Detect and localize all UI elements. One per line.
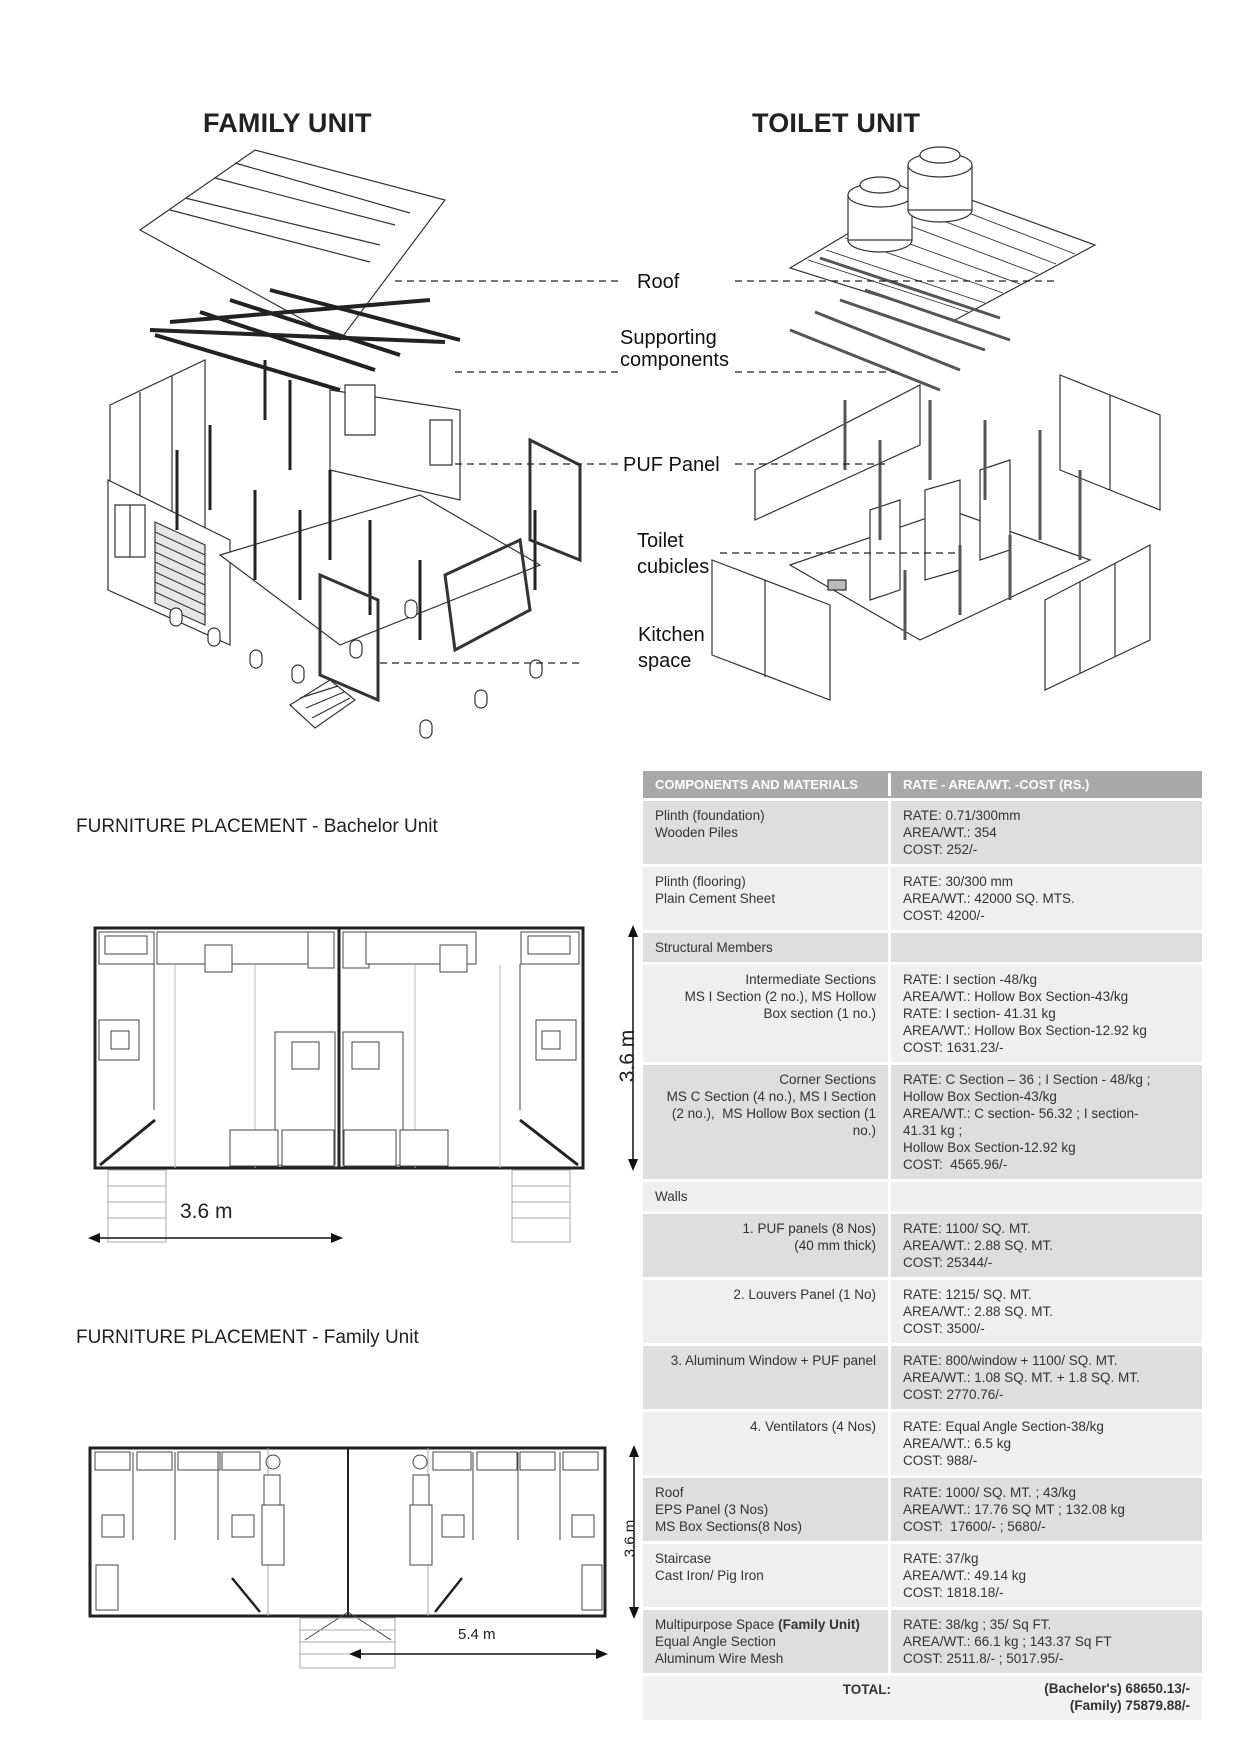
component-line	[655, 1616, 876, 1633]
component-line-emphasis: (Family Unit)	[778, 1617, 860, 1632]
rate-cell	[891, 1412, 1202, 1475]
component-line: EPS Panel (3 Nos)	[655, 1502, 769, 1517]
rate-cell	[891, 933, 1202, 962]
rate-line: COST: 4565.96/-	[903, 1157, 1008, 1172]
cost-table-total	[643, 1676, 1202, 1720]
callout-supporting-line2: components	[620, 349, 729, 371]
callout-toilet-line2: cubicles	[637, 556, 710, 578]
bachelor-width-dimension: 3.6 m	[180, 1200, 233, 1223]
component-cell	[643, 867, 891, 930]
rate-line: AREA/WT.: 49.14 kg	[903, 1568, 1027, 1583]
component-line: MS Box Sections(8 Nos)	[655, 1519, 803, 1534]
callout-kitchen-line2: space	[638, 650, 692, 672]
rate-line: AREA/WT.: 354	[903, 825, 997, 840]
callout-puf-panel: PUF Panel	[623, 454, 720, 476]
table-row	[643, 965, 1202, 1065]
component-cell	[643, 1280, 891, 1343]
rate-cell	[891, 1214, 1202, 1277]
rate-cell	[891, 867, 1202, 930]
callout-supporting-line1: Supporting	[620, 327, 717, 349]
rate-line: AREA/WT.: C section- 56.32 ; I section-	[903, 1106, 1139, 1121]
component-line: Corner Sections	[779, 1072, 876, 1087]
component-line: MS I Section (2 no.), MS Hollow	[684, 989, 876, 1004]
cost-table-body	[643, 801, 1202, 1676]
component-line: (2 no.), MS Hollow Box section (1	[671, 1106, 876, 1121]
component-line: Cast Iron/ Pig Iron	[655, 1568, 764, 1583]
table-row	[643, 1412, 1202, 1478]
rate-line: COST: 2511.8/- ; 5017.95/-	[903, 1651, 1064, 1666]
rate-line: AREA/WT.: 17.76 SQ MT ; 132.08 kg	[903, 1502, 1125, 1517]
cost-table	[643, 771, 1202, 1720]
rate-cell	[891, 1544, 1202, 1607]
rate-line: COST: 4200/-	[903, 908, 985, 923]
component-line: Walls	[655, 1189, 688, 1204]
total-bachelor: (Bachelor's) 68650.13/-	[1044, 1681, 1190, 1696]
component-cell	[643, 1478, 891, 1541]
rate-line: AREA/WT.: 1.08 SQ. MT. + 1.8 SQ. MT.	[903, 1370, 1140, 1385]
component-line: MS C Section (4 no.), MS I Section	[666, 1089, 876, 1104]
component-cell	[643, 1610, 891, 1673]
table-row	[643, 801, 1202, 867]
rate-line: RATE: 38/kg ; 35/ Sq FT.	[903, 1617, 1052, 1632]
rate-line: COST: 988/-	[903, 1453, 978, 1468]
table-row	[643, 1478, 1202, 1544]
header-components: COMPONENTS AND MATERIALS	[643, 773, 891, 796]
component-cell	[643, 933, 891, 962]
rate-cell	[891, 801, 1202, 864]
component-line: Plinth (foundation)	[655, 808, 765, 823]
family-unit-title: FAMILY UNIT	[203, 108, 372, 138]
rate-line: AREA/WT.: 42000 SQ. MTS.	[903, 891, 1075, 906]
component-line: Roof	[655, 1485, 684, 1500]
rate-cell	[891, 965, 1202, 1062]
rate-line: COST: 1631.23/-	[903, 1040, 1004, 1055]
table-row	[643, 1182, 1202, 1214]
cost-table-header	[643, 771, 1202, 801]
rate-line: AREA/WT.: 6.5 kg	[903, 1436, 1012, 1451]
component-line: Structural Members	[655, 940, 773, 955]
table-row	[643, 1280, 1202, 1346]
component-cell	[643, 801, 891, 864]
rate-cell	[891, 1182, 1202, 1211]
rate-line: AREA/WT.: Hollow Box Section-12.92 kg	[903, 1023, 1147, 1038]
rate-line: AREA/WT.: 2.88 SQ. MT.	[903, 1238, 1054, 1253]
component-cell	[643, 965, 891, 1062]
component-line: Staircase	[655, 1551, 712, 1566]
total-values	[891, 1680, 1190, 1714]
rate-cell	[891, 1065, 1202, 1179]
rate-line: COST: 3500/-	[903, 1321, 985, 1336]
rate-cell	[891, 1478, 1202, 1541]
rate-line: AREA/WT.: 2.88 SQ. MT.	[903, 1304, 1054, 1319]
component-line: 4. Ventilators (4 Nos)	[749, 1419, 876, 1434]
family-depth-dimension: 3.6 m	[621, 1519, 639, 1558]
table-row	[643, 1346, 1202, 1412]
rate-line: COST: 2770.76/-	[903, 1387, 1004, 1402]
rate-line: COST: 17600/- ; 5680/-	[903, 1519, 1046, 1534]
rate-line: RATE: 1215/ SQ. MT.	[903, 1287, 1032, 1302]
component-line: Aluminum Wire Mesh	[655, 1651, 784, 1666]
callout-kitchen-line1: Kitchen	[638, 624, 705, 646]
header-rate: RATE - AREA/WT. -COST (RS.)	[903, 777, 1090, 792]
component-line: Wooden Piles	[655, 825, 739, 840]
total-family: (Family) 75879.88/-	[1069, 1698, 1190, 1713]
rate-line: RATE: 37/kg	[903, 1551, 979, 1566]
rate-line: Hollow Box Section-12.92 kg	[903, 1140, 1076, 1155]
component-line: Equal Angle Section	[655, 1634, 776, 1649]
table-row	[643, 933, 1202, 965]
component-line: (40 mm thick)	[794, 1238, 876, 1253]
rate-line: RATE: 30/300 mm	[903, 874, 1014, 889]
component-cell	[643, 1182, 891, 1211]
component-line: 2. Louvers Panel (1 No)	[733, 1287, 876, 1302]
total-label: TOTAL:	[842, 1682, 891, 1697]
component-line: Plain Cement Sheet	[655, 891, 776, 906]
component-cell	[643, 1065, 891, 1179]
rate-line: RATE: 800/window + 1100/ SQ. MT.	[903, 1353, 1118, 1368]
table-row	[643, 1065, 1202, 1182]
rate-line: RATE: I section- 41.31 kg	[903, 1006, 1056, 1021]
component-line: Box section (1 no.)	[763, 1006, 876, 1021]
rate-line: RATE: 0.71/300mm	[903, 808, 1021, 823]
component-cell	[643, 1544, 891, 1607]
rate-cell	[891, 1280, 1202, 1343]
rate-cell	[891, 1346, 1202, 1409]
toilet-unit-title: TOILET UNIT	[752, 108, 921, 138]
rate-line: AREA/WT.: Hollow Box Section-43/kg	[903, 989, 1129, 1004]
family-furniture-title: FURNITURE PLACEMENT - Family Unit	[76, 1327, 419, 1348]
rate-line: RATE: I section -48/kg	[903, 972, 1038, 987]
component-cell	[643, 1412, 891, 1475]
rate-cell	[891, 1610, 1202, 1673]
rate-line: 41.31 kg ;	[903, 1123, 963, 1138]
component-line: 3. Aluminum Window + PUF panel	[670, 1353, 876, 1368]
table-row	[643, 1214, 1202, 1280]
component-line: no.)	[852, 1123, 876, 1138]
rate-line: RATE: 1000/ SQ. MT. ; 43/kg	[903, 1485, 1077, 1500]
rate-line: RATE: 1100/ SQ. MT.	[903, 1221, 1031, 1236]
rate-line: COST: 1818.18/-	[903, 1585, 1004, 1600]
component-line: Plinth (flooring)	[655, 874, 746, 889]
family-width-dimension: 5.4 m	[458, 1626, 496, 1643]
component-line-text: Multipurpose Space	[655, 1617, 779, 1632]
component-cell	[643, 1214, 891, 1277]
bachelor-depth-dimension: 3.6 m	[616, 1029, 639, 1083]
rate-line: AREA/WT.: 66.1 kg ; 143.37 Sq FT	[903, 1634, 1112, 1649]
table-row	[643, 867, 1202, 933]
rate-line: Hollow Box Section-43/kg	[903, 1089, 1057, 1104]
rate-line: RATE: C Section – 36 ; I Section - 48/kg ;	[903, 1072, 1151, 1087]
bachelor-furniture-title: FURNITURE PLACEMENT - Bachelor Unit	[76, 816, 438, 837]
callout-toilet-line1: Toilet	[637, 530, 684, 552]
rate-line: COST: 252/-	[903, 842, 978, 857]
component-line: 1. PUF panels (8 Nos)	[742, 1221, 876, 1236]
component-cell	[643, 1346, 891, 1409]
rate-line: COST: 25344/-	[903, 1255, 993, 1270]
table-row	[643, 1544, 1202, 1610]
table-row	[643, 1610, 1202, 1676]
callout-roof: Roof	[637, 271, 680, 293]
rate-line: RATE: Equal Angle Section-38/kg	[903, 1419, 1104, 1434]
component-line: Intermediate Sections	[745, 972, 876, 987]
